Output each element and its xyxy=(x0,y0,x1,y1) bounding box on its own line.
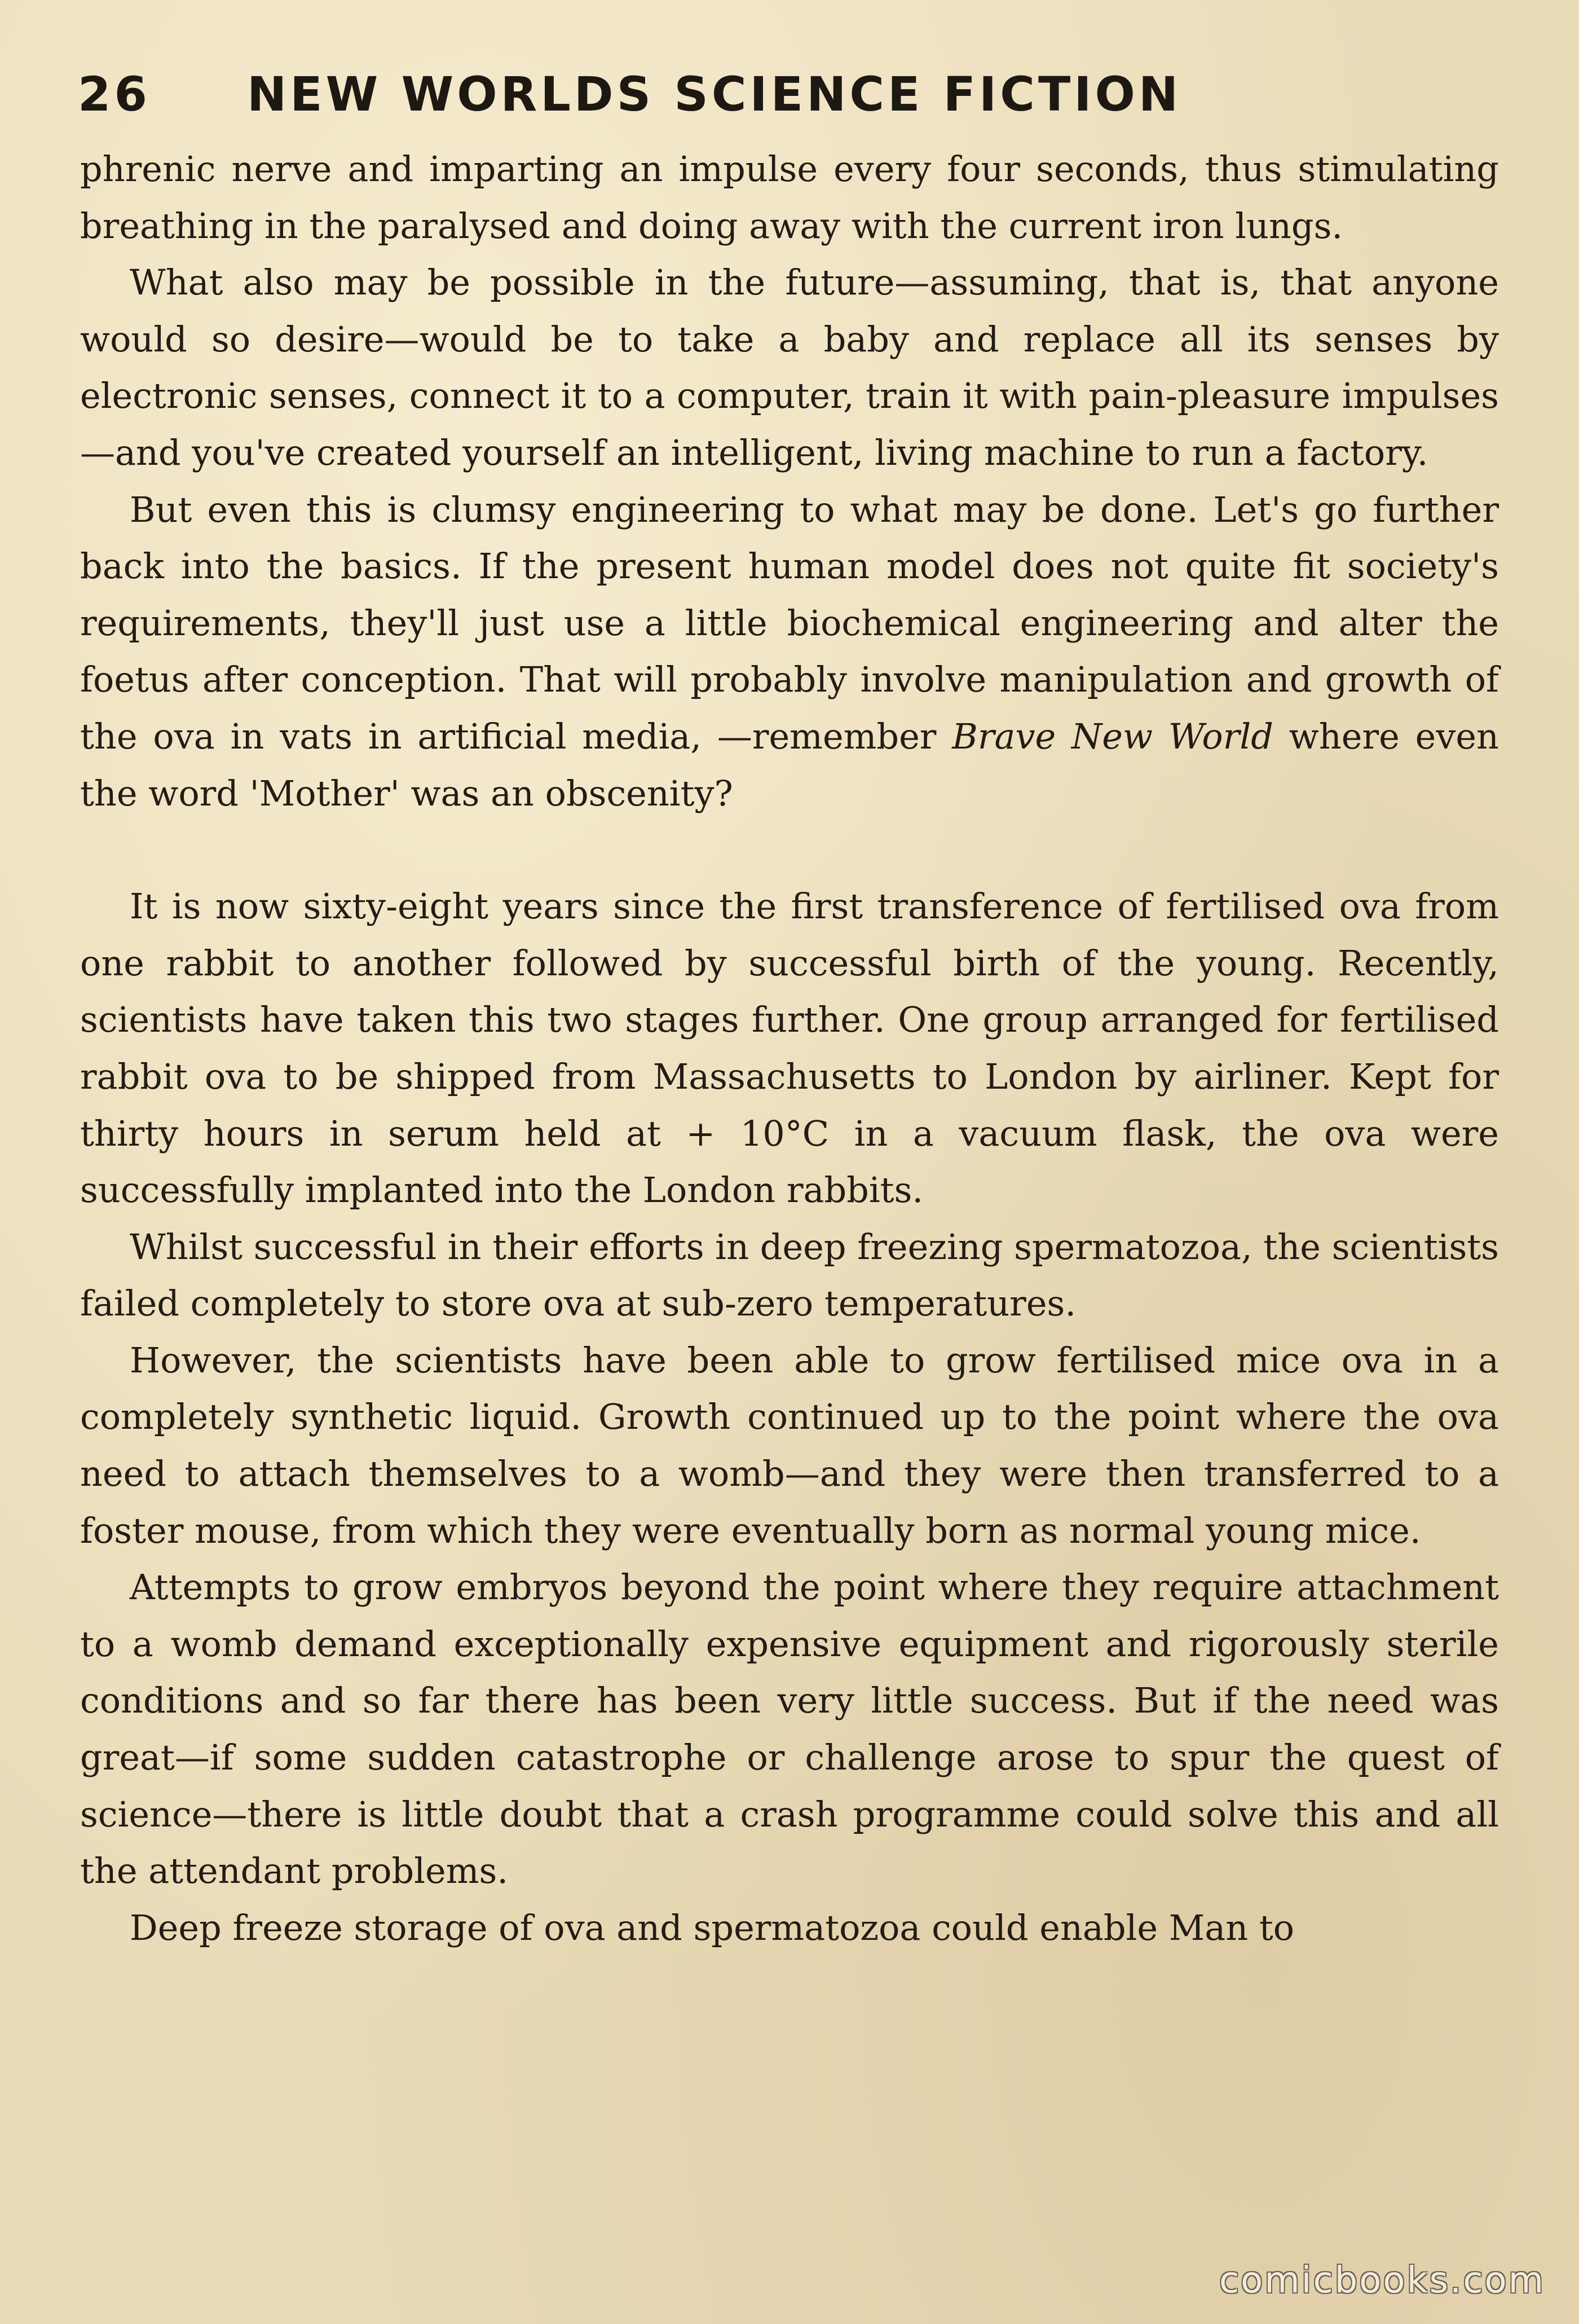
paragraph-3-text-before: But even this is clumsy engineering to what may be done. Let's go further back into the basics. If the present human model does not quite fit society's requirements, they'll just use a little biochemical engineering and alter the foetus after conception. That will probably involve manipulation and growth of the ova in vats in artificial media, —remember xyxy=(80,488,1499,757)
page-header xyxy=(78,67,1510,134)
paragraph-1: phrenic nerve and imparting an impulse every four seconds, thus stimulating breathing in the paralysed and doing away with the current iron lungs. xyxy=(80,148,1499,247)
running-title: NEW WORLDS SCIENCE FICTION xyxy=(247,67,1182,122)
paragraph-3-text-after: where even the word 'Mother' was an obscenity? xyxy=(80,715,1499,814)
page-number: 26 xyxy=(78,67,151,122)
paragraph-6: However, the scientists have been able to grow fertilised mice ova in a completely synthetic liquid. Growth continued up to the point where the ova need to attach themselves to a womb—and they were then transferred to a foster mouse, from which they were eventually born as normal young mice. xyxy=(80,1339,1499,1551)
paragraph-5: Whilst successful in their efforts in deep freezing spermatozoa, the scientists failed completely to store ova at sub-zero temperatures. xyxy=(80,1226,1499,1324)
paragraph-7: Attempts to grow embryos beyond the point where they require attachment to a womb demand exceptionally expensive equipment and rigorously sterile conditions and so far there has been very little success. But if the need was great—if some sudden catastrophe or challenge arose to spur the quest of science—there is little doubt that a crash programme could solve this and all the attendant problems. xyxy=(80,1566,1499,1892)
paragraph-3 xyxy=(80,482,1499,822)
paragraph-8: Deep freeze storage of ova and spermatozoa could enable Man to xyxy=(130,1907,1295,1948)
paragraph-4: It is now sixty-eight years since the first transference of fertilised ova from one rabbit to another followed by successful birth of the young. Recently, scientists have taken this two stages further. One group arranged for fertilised rabbit ova to be shipped from Massachusetts to London by airliner. Kept for thirty hours in serum held at + 10°C in a vacuum flask, the ova were successfully implanted into the London rabbits. xyxy=(80,886,1499,1211)
paragraph-2: What also may be possible in the future—assuming, that is, that anyone would so desire—would be to take a baby and replace all its senses by electronic senses, connect it to a computer, train it with pain-pleasure impulses—and you've created yourself an intelligent, living machine to run a factory. xyxy=(80,262,1499,473)
article-body xyxy=(80,141,1499,1956)
watermark: comicbooks.com xyxy=(1219,2260,1545,2301)
book-title-brave-new-world: Brave New World xyxy=(952,715,1273,757)
